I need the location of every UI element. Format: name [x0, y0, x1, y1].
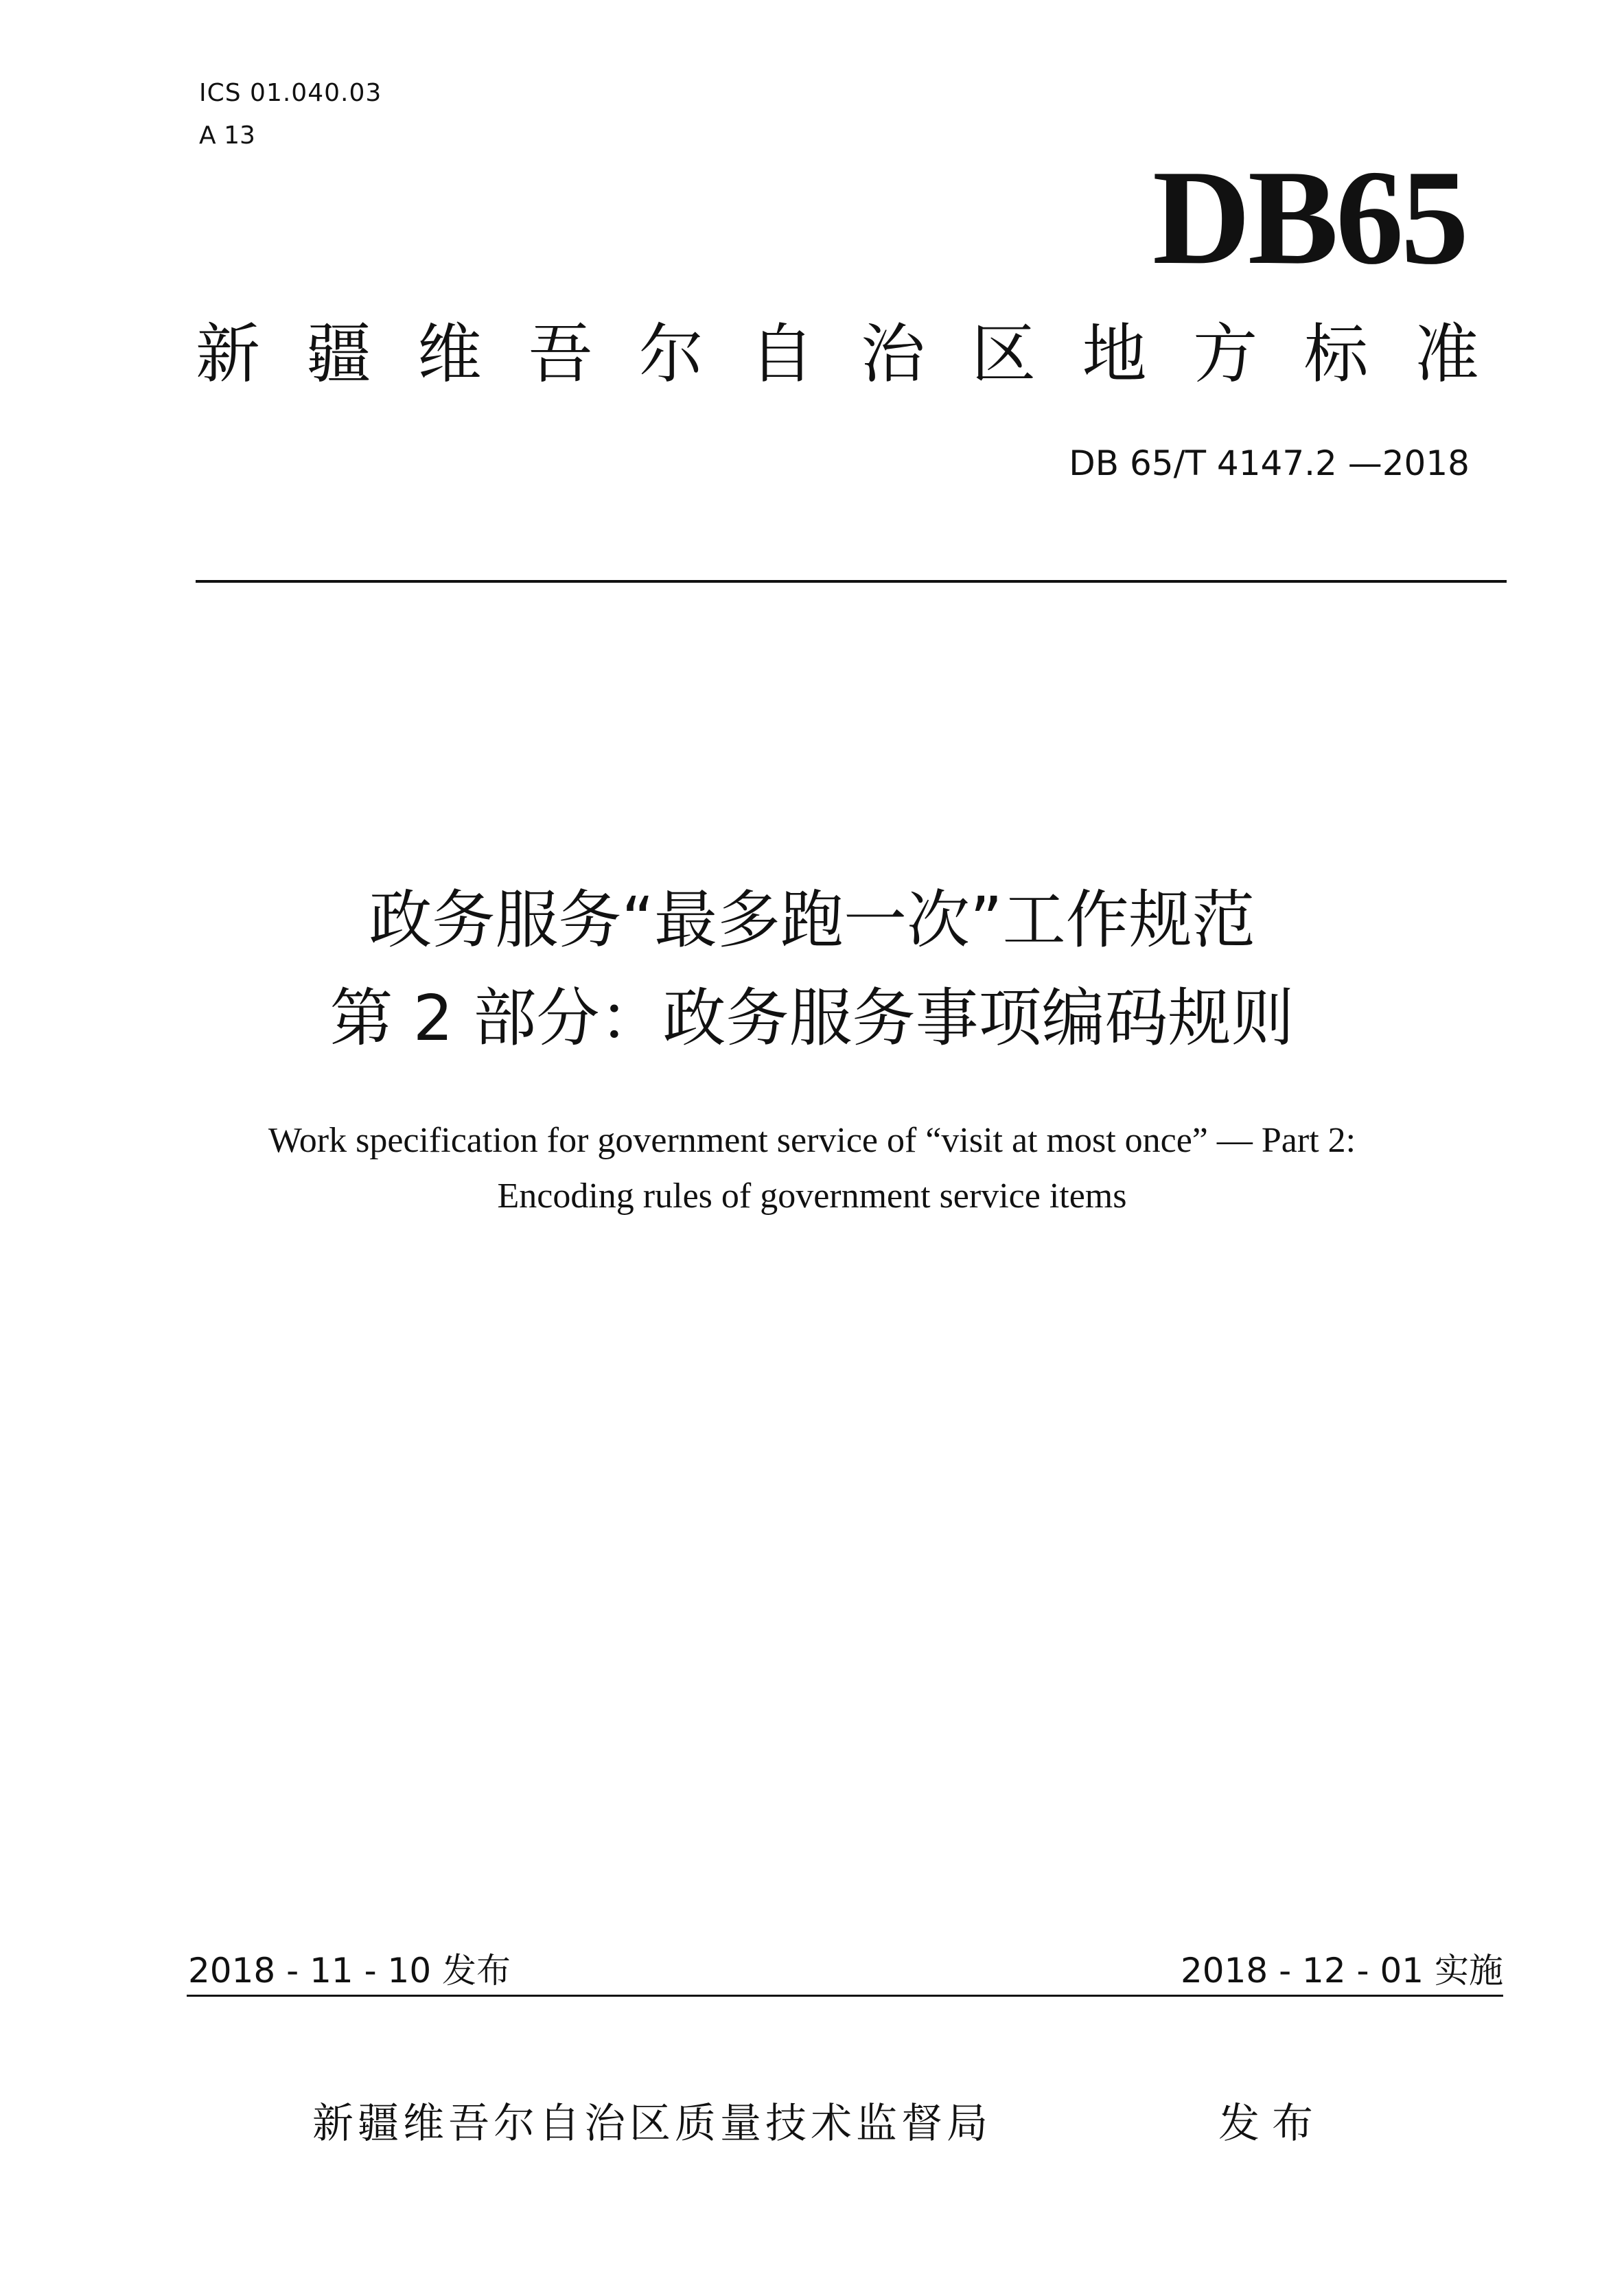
region-char: 吾 [528, 317, 593, 392]
region-char: 区 [971, 317, 1036, 392]
ics-code: ICS 01.040.03 [199, 79, 382, 107]
classification-code: A 13 [199, 121, 255, 150]
region-char: 尔 [638, 317, 704, 392]
title-en-line2: Encoding rules of government service items [497, 1176, 1127, 1216]
region-char: 方 [1193, 317, 1258, 392]
effective-date: 2018 - 12 - 01 实施 [1180, 1951, 1503, 1991]
header-divider [196, 580, 1507, 583]
region-char: 治 [860, 317, 925, 392]
db65-logo: DB65 [1152, 142, 1466, 292]
region-char: 地 [1082, 317, 1147, 392]
region-char: 自 [750, 317, 815, 392]
date-divider [187, 1995, 1503, 1997]
region-char: 标 [1303, 317, 1369, 392]
title-cn-line2: 第 2 部分：政务服务事项编码规则 [329, 982, 1295, 1055]
region-standard-heading [196, 317, 1479, 392]
region-char: 疆 [306, 317, 371, 392]
region-char: 新 [196, 317, 261, 392]
standard-number: DB 65/T 4147.2 —2018 [1069, 443, 1470, 483]
publish-date: 2018 - 11 - 10 发布 [188, 1951, 511, 1991]
title-cn-line1: 政务服务“最多跑一次”工作规范 [369, 883, 1255, 957]
issuing-authority: 新疆维吾尔自治区质量技术监督局 [312, 2100, 992, 2148]
region-char: 维 [417, 317, 482, 392]
region-char: 准 [1414, 317, 1479, 392]
issue-label: 发布 [1218, 2100, 1325, 2148]
title-en-line1: Work specification for government service of “visit at most once” — Part 2: [268, 1121, 1356, 1160]
